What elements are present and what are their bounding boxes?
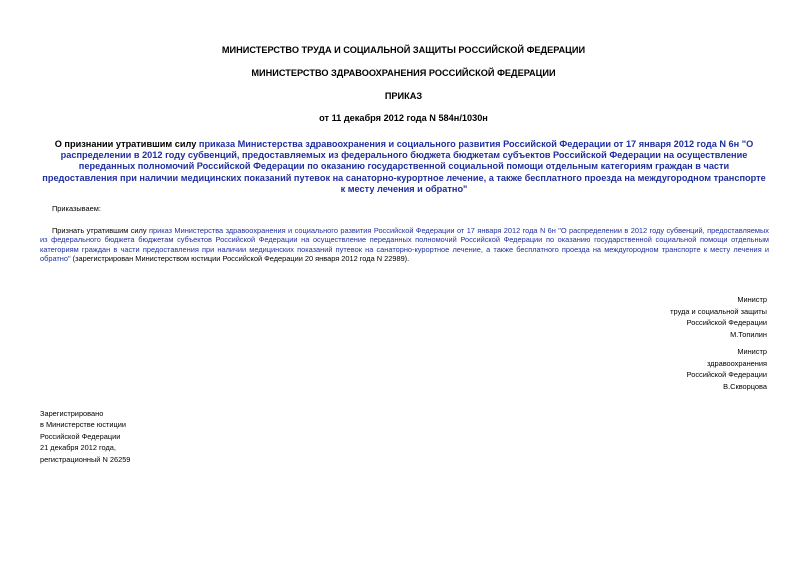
document-type-heading: ПРИКАЗ [384, 91, 423, 101]
signature-1-name: М.Топилин [730, 329, 767, 339]
registration-line-2: в Министерстве юстиции [40, 420, 127, 430]
registration-line-3: Российской Федерации [40, 431, 121, 441]
ministry-health-heading: МИНИСТЕРСТВО ЗДРАВООХРАНЕНИЯ РОССИЙСКОЙ ФЕДЕРАЦИИ [251, 68, 556, 78]
order-paragraph [40, 226, 769, 263]
signature-2-name: В.Скворцова [723, 381, 767, 391]
order-word: Приказываем: [52, 204, 101, 213]
signature-2-country: Российской Федерации [686, 370, 767, 379]
document-title [40, 139, 768, 195]
paragraph-suffix: (зарегистрирован Министерством юстиции Российской Федерации 20 января 2012 года N 22989). [70, 253, 410, 263]
signature-block-health-minister [687, 346, 767, 392]
signature-1-country: Российской Федерации [686, 318, 767, 327]
title-referenced-order-link[interactable]: приказа Министерства здравоохранения и социального развития Российской Федерации от 17 января 2012 года N 6н "О распределении в 2012 году субвенций, предоставляемых из федерального бюджета бюджетам субъектов Российской Федерации на осуществление переданных полномочий Российской Федерации по оказанию государственной социальной помощи отдельным категориям граждан в части предоставления при наличии медицинских показаний путевок на санаторно-курортное лечение, а также бесплатного проезда на междугородном транспорте к месту лечения и обратно" [42, 139, 766, 194]
registration-block [40, 408, 130, 465]
signature-2-position: Министр [737, 347, 767, 356]
signature-1-position: Министр [737, 295, 767, 304]
paragraph-referenced-order-link[interactable]: приказ Министерства здравоохранения и социального развития Российской Федерации от 17 января 2012 года N 6н "О распределении в 2012 году субвенций, предоставляемых из федерального бюджета бюджетам субъектов Российской Федерации на осуществление переданных полномочий Российской Федерации по оказанию государственной социальной помощи отдельным категориям граждан в части предоставления при наличии медицинских показаний путевок на санаторно-курортное лечение, а также бесплатного проезда на междугородном транспорте к месту лечения и обратно" [40, 226, 769, 263]
signature-1-ministry: труда и социальной защиты [670, 306, 767, 316]
signature-block-labor-minister [670, 294, 767, 340]
paragraph-prefix: Признать утратившим силу [52, 226, 149, 235]
signature-2-ministry: здравоохранения [706, 358, 767, 368]
document-date-number: от 11 декабря 2012 года N 584н/1030н [319, 113, 488, 123]
title-prefix: О признании утратившим силу [54, 139, 199, 149]
ministry-labor-heading: МИНИСТЕРСТВО ТРУДА И СОЦИАЛЬНОЙ ЗАЩИТЫ РОССИЙСКОЙ ФЕДЕРАЦИИ [221, 45, 586, 55]
registration-line-4: 21 декабря 2012 года, [40, 443, 116, 453]
registration-line-5: регистрационный N 26259 [40, 454, 131, 464]
registration-line-1: Зарегистрировано [40, 409, 104, 418]
